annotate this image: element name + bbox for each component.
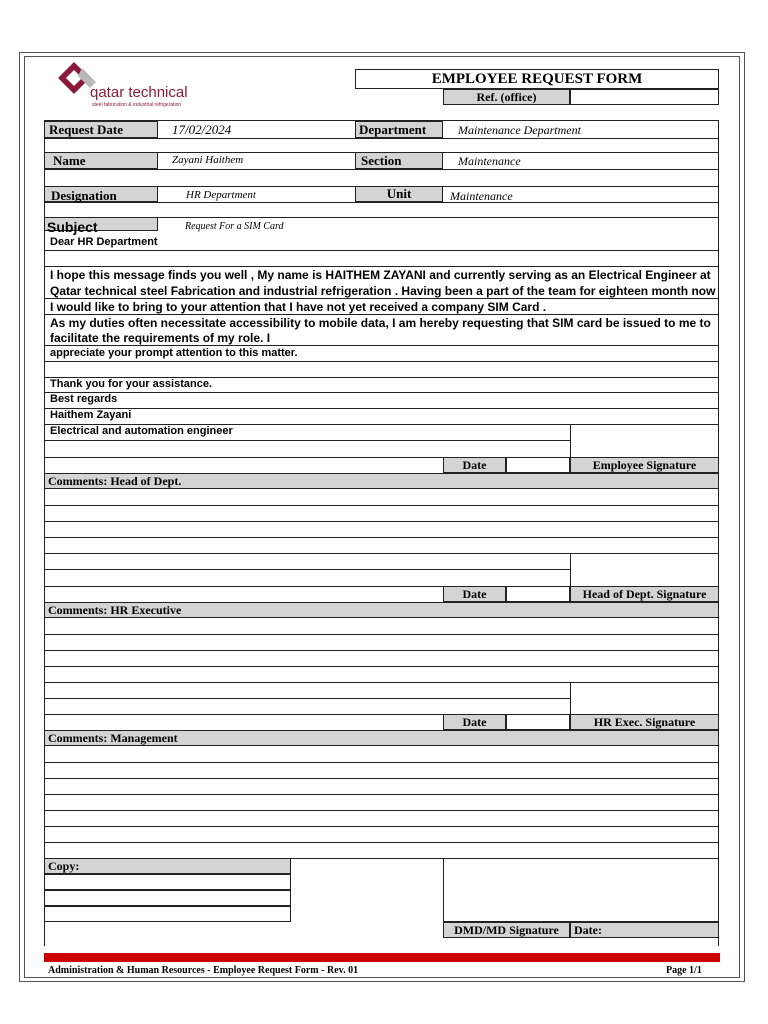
divider: [44, 408, 719, 409]
divider: [44, 794, 719, 795]
divider: [44, 778, 719, 779]
request-date-label: Request Date: [44, 121, 158, 138]
divider: [44, 314, 719, 315]
divider: [44, 169, 719, 170]
comments-hr-header: Comments: HR Executive: [44, 602, 719, 618]
divider: [44, 569, 570, 570]
name-field[interactable]: Zayani Haithem: [172, 154, 244, 166]
subject-field[interactable]: Request For a SIM Card: [185, 221, 284, 232]
hr-date-label: Date: [443, 714, 506, 730]
head-signature-label: Head of Dept. Signature: [570, 586, 719, 602]
comments-management-header: Comments: Management: [44, 730, 719, 746]
divider: [44, 138, 719, 139]
letter-closing: Haithem Zayani: [50, 409, 132, 421]
unit-field[interactable]: Maintenance: [450, 189, 513, 203]
divider: [44, 826, 719, 827]
section-label: Section: [355, 152, 443, 169]
letter-line: Qatar technical steel Fabrication and industrial refrigeration . Having been a part of the team for eighteen month now: [50, 284, 716, 298]
divider: [44, 266, 719, 267]
employee-date-field[interactable]: [506, 457, 570, 473]
copy-field[interactable]: [44, 890, 291, 906]
letter-line: I would like to bring to your attention that I have not yet received a company SIM Card .: [50, 300, 547, 314]
letter-closing: Thank you for your assistance.: [50, 378, 212, 390]
divider: [44, 634, 719, 635]
copy-field[interactable]: [44, 906, 291, 922]
footer-left-text: Administration & Human Resources - Employee Request Form - Rev. 01: [48, 965, 359, 976]
head-date-field[interactable]: [506, 586, 570, 602]
head-signature-box[interactable]: [570, 553, 719, 586]
divider: [44, 250, 719, 251]
table-left-border: [44, 120, 45, 946]
letter-closing: Electrical and automation engineer: [50, 425, 233, 437]
letter-line: appreciate your prompt attention to this matter.: [50, 347, 298, 359]
divider: [44, 537, 719, 538]
letter-closing: Best regards: [50, 393, 118, 405]
divider: [44, 298, 719, 299]
footer-page-number: Page 1/1: [666, 965, 702, 976]
letter-line: As my duties often necessitate accessibility to mobile data, I am hereby requesting that SIM card be issued to me to: [50, 316, 711, 330]
unit-label: Unit: [355, 186, 443, 202]
divider: [44, 810, 719, 811]
designation-label: Designation: [44, 186, 158, 202]
divider: [44, 505, 719, 506]
copy-field[interactable]: [44, 874, 291, 890]
employee-date-label: Date: [443, 457, 506, 473]
comments-head-header: Comments: Head of Dept.: [44, 473, 719, 489]
divider: [44, 698, 570, 699]
dmd-signature-box[interactable]: [443, 858, 719, 922]
divider: [44, 842, 719, 843]
ref-office-field[interactable]: [570, 89, 719, 105]
company-name: qatar technical: [90, 84, 188, 101]
company-logo: [52, 58, 222, 110]
subject-label: Subject: [44, 217, 158, 231]
divider: [44, 440, 570, 441]
letter-line: facilitate the requirements of my role. I: [50, 331, 271, 345]
divider: [44, 361, 719, 362]
divider: [44, 521, 719, 522]
divider: [44, 202, 719, 203]
section-field[interactable]: Maintenance: [458, 154, 521, 168]
ref-office-label: Ref. (office): [443, 89, 570, 105]
company-tagline: steel fabrication & industrial refrigeration: [92, 102, 182, 108]
head-date-label: Date: [443, 586, 506, 602]
hr-signature-label: HR Exec. Signature: [570, 714, 719, 730]
divider: [44, 345, 719, 346]
dmd-date-label[interactable]: Date:: [570, 922, 719, 938]
department-field[interactable]: Maintenance Department: [458, 123, 581, 137]
form-title: [355, 69, 719, 89]
dmd-signature-label: DMD/MD Signature: [443, 922, 570, 938]
table-right-border: [718, 120, 719, 946]
designation-field[interactable]: HR Department: [186, 189, 256, 201]
request-date-field[interactable]: 17/02/2024: [172, 122, 232, 137]
name-label: Name: [44, 152, 158, 169]
form-title-text: EMPLOYEE REQUEST FORM: [431, 70, 643, 87]
copy-label: Copy:: [44, 858, 291, 874]
divider: [44, 650, 719, 651]
divider: [44, 666, 719, 667]
letter-salutation: Dear HR Department: [50, 236, 158, 248]
letter-line: I hope this message finds you well , My name is HAITHEM ZAYANI and currently serving as an Electrical Engineer at: [50, 268, 711, 282]
hr-date-field[interactable]: [506, 714, 570, 730]
department-label: Department: [355, 121, 443, 138]
hr-signature-box[interactable]: [570, 682, 719, 714]
footer-red-bar: [44, 953, 720, 962]
divider: [44, 762, 719, 763]
divider: [44, 392, 719, 393]
employee-signature-label: Employee Signature: [570, 457, 719, 473]
employee-signature-box[interactable]: [570, 424, 719, 457]
